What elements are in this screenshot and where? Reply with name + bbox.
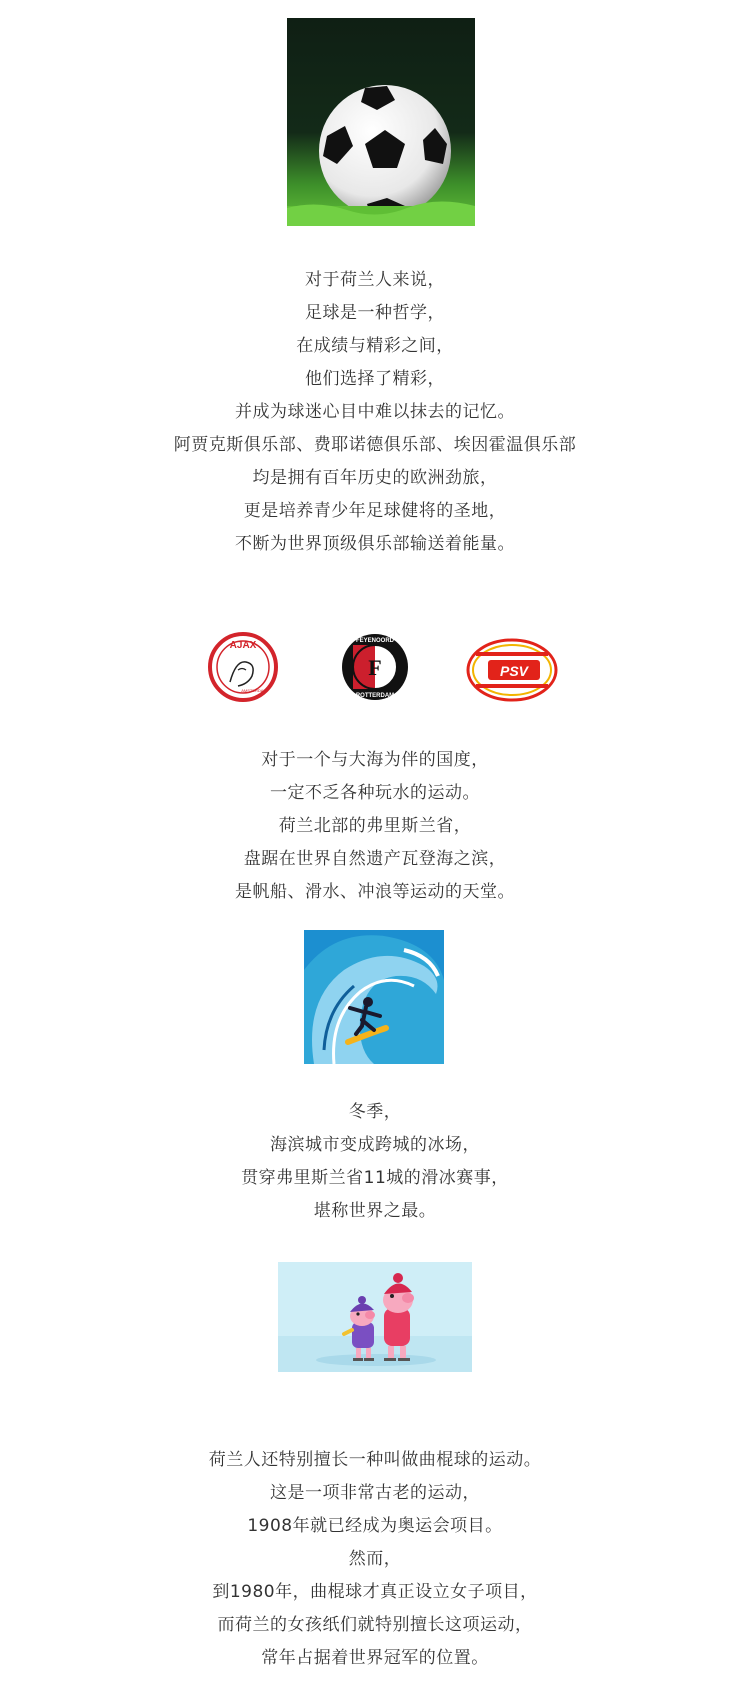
intro-line: 他们选择了精彩，	[305, 369, 445, 389]
intro-line: 并成为球迷心目中难以抹去的记忆。	[235, 402, 515, 422]
sea-paragraph	[0, 744, 750, 909]
hockey-paragraph	[0, 1444, 750, 1675]
sea-line: 是帆船、滑水、冲浪等运动的天堂。	[235, 882, 515, 902]
psv-logo	[466, 638, 558, 702]
feyenoord-letter: F	[368, 655, 382, 680]
hockey-line: 然而，	[348, 1549, 402, 1569]
intro-line: 对于荷兰人来说，	[305, 270, 445, 290]
wave-icon	[304, 930, 444, 1064]
soccer-ball-image	[287, 18, 475, 226]
sea-line: 荷兰北部的弗里斯兰省，	[278, 816, 472, 836]
skating-pigs-icon	[278, 1262, 472, 1372]
intro-line: 更是培养青少年足球健将的圣地，	[243, 501, 507, 521]
surfing-wave-image	[304, 930, 444, 1064]
feyenoord-bottom-text: ROTTERDAM	[355, 693, 395, 699]
psv-text: PSV	[499, 663, 529, 679]
sea-line: 盘踞在世界自然遗产瓦登海之滨，	[243, 849, 507, 869]
ajax-sub-text: AMSTERDAM	[241, 688, 267, 693]
winter-line: 贯穿弗里斯兰省11城的滑冰赛事，	[241, 1168, 509, 1188]
ajax-logo	[208, 632, 278, 702]
ice-skating-cartoon-image	[278, 1262, 472, 1372]
hockey-line: 常年占据着世界冠军的位置。	[261, 1648, 489, 1668]
winter-paragraph	[0, 1096, 750, 1228]
intro-line: 足球是一种哲学，	[305, 303, 445, 323]
intro-line: 不断为世界顶级俱乐部输送着能量。	[235, 534, 515, 554]
intro-line: 阿贾克斯俱乐部、费耶诺德俱乐部、埃因霍温俱乐部	[173, 435, 577, 455]
ajax-ring-text: AJAX	[229, 640, 257, 651]
hockey-line: 荷兰人还特别擅长一种叫做曲棍球的运动。	[208, 1450, 542, 1470]
hockey-line: 这是一项非常古老的运动，	[270, 1483, 480, 1503]
winter-line: 堪称世界之最。	[313, 1201, 437, 1221]
sea-line: 对于一个与大海为伴的国度，	[261, 750, 489, 770]
intro-line: 在成绩与精彩之间，	[296, 336, 454, 356]
soccer-ball-icon	[287, 18, 475, 226]
intro-line: 均是拥有百年历史的欧洲劲旅，	[252, 468, 498, 488]
feyenoord-top-text: FEYENOORD	[355, 638, 395, 644]
winter-line: 冬季，	[348, 1102, 402, 1122]
winter-line: 海滨城市变成跨城的冰场，	[270, 1135, 480, 1155]
feyenoord-logo	[340, 632, 410, 702]
hockey-line: 1908年就已经成为奥运会项目。	[247, 1516, 503, 1536]
intro-paragraph	[0, 264, 750, 561]
sea-line: 一定不乏各种玩水的运动。	[270, 783, 480, 803]
hockey-line: 到1980年，曲棍球才真正设立女子项目，	[212, 1582, 538, 1602]
hockey-line: 而荷兰的女孩纸们就特别擅长这项运动，	[217, 1615, 533, 1635]
